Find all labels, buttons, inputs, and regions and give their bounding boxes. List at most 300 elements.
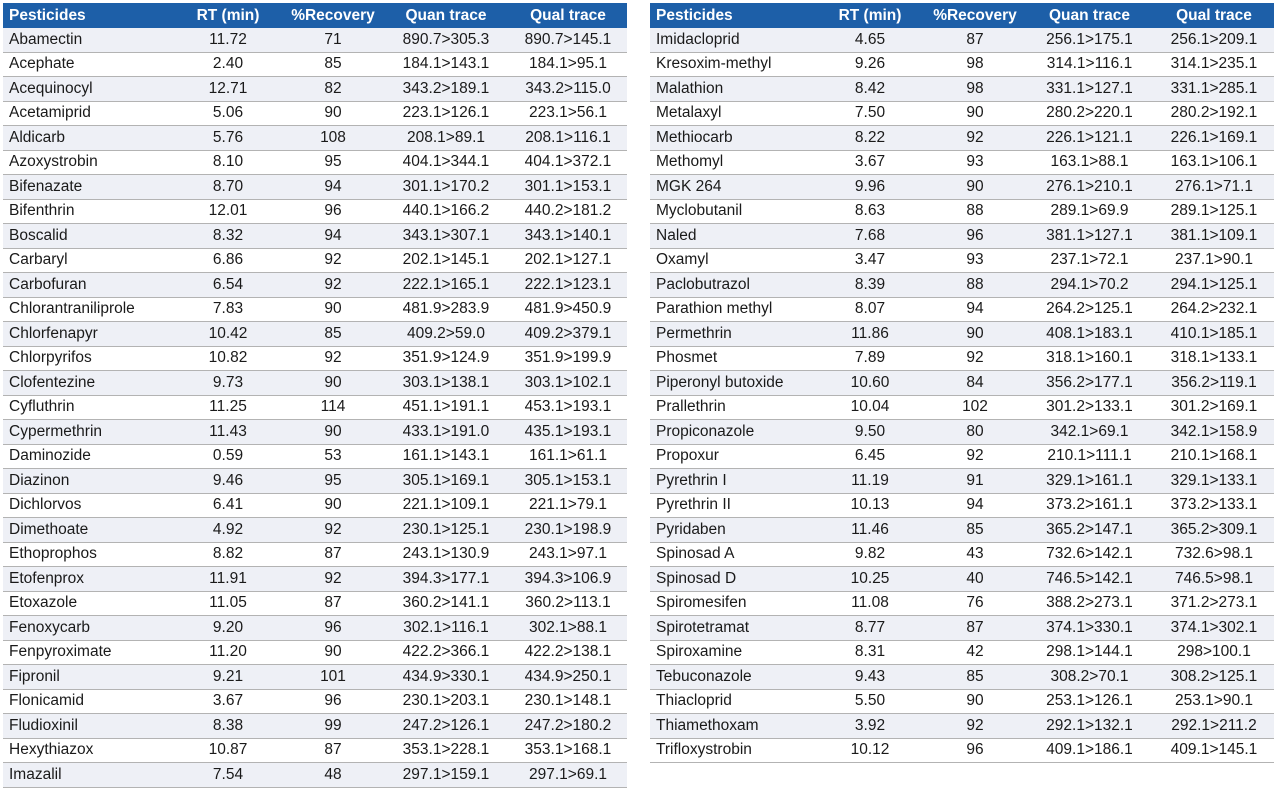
table-row bbox=[650, 420, 1274, 445]
table-row bbox=[650, 542, 1274, 567]
cell-pesticide: Spirotetramat bbox=[650, 616, 815, 641]
table-row bbox=[650, 77, 1274, 102]
pesticides-table-left bbox=[3, 3, 627, 788]
cell-quan-trace: 163.1>88.1 bbox=[1025, 150, 1154, 175]
cell-rt: 6.41 bbox=[173, 493, 283, 518]
table-row bbox=[3, 150, 627, 175]
cell-recovery: 90 bbox=[925, 689, 1025, 714]
cell-recovery: 40 bbox=[925, 567, 1025, 592]
cell-recovery: 88 bbox=[925, 199, 1025, 224]
table-row bbox=[3, 714, 627, 739]
cell-pesticide: Carbaryl bbox=[3, 248, 173, 273]
cell-quan-trace: 381.1>127.1 bbox=[1025, 224, 1154, 249]
table-row bbox=[3, 567, 627, 592]
cell-rt: 11.08 bbox=[815, 591, 925, 616]
table-row bbox=[650, 591, 1274, 616]
table-row bbox=[650, 150, 1274, 175]
cell-rt: 8.82 bbox=[173, 542, 283, 567]
cell-recovery: 93 bbox=[925, 248, 1025, 273]
cell-recovery: 108 bbox=[283, 126, 383, 151]
table-row bbox=[650, 175, 1274, 200]
cell-quan-trace: 356.2>177.1 bbox=[1025, 371, 1154, 396]
cell-rt: 5.06 bbox=[173, 101, 283, 126]
cell-recovery: 98 bbox=[925, 77, 1025, 102]
cell-rt: 9.46 bbox=[173, 469, 283, 494]
header-quan-trace: Quan trace bbox=[1025, 3, 1154, 28]
cell-quan-trace: 374.1>330.1 bbox=[1025, 616, 1154, 641]
cell-recovery: 71 bbox=[283, 28, 383, 52]
cell-quan-trace: 343.1>307.1 bbox=[383, 224, 509, 249]
cell-qual-trace: 373.2>133.1 bbox=[1154, 493, 1274, 518]
cell-quan-trace: 301.2>133.1 bbox=[1025, 395, 1154, 420]
cell-rt: 9.43 bbox=[815, 665, 925, 690]
cell-recovery: 87 bbox=[283, 591, 383, 616]
cell-qual-trace: 342.1>158.9 bbox=[1154, 420, 1274, 445]
cell-quan-trace: 289.1>69.9 bbox=[1025, 199, 1154, 224]
cell-pesticide: Fenpyroximate bbox=[3, 640, 173, 665]
cell-quan-trace: 294.1>70.2 bbox=[1025, 273, 1154, 298]
cell-recovery: 90 bbox=[283, 297, 383, 322]
table-row bbox=[3, 322, 627, 347]
cell-pesticide: Kresoxim-methyl bbox=[650, 52, 815, 77]
table-row bbox=[3, 248, 627, 273]
cell-recovery: 87 bbox=[283, 738, 383, 763]
cell-qual-trace: 394.3>106.9 bbox=[509, 567, 627, 592]
table-row bbox=[3, 640, 627, 665]
table-row bbox=[650, 28, 1274, 52]
cell-qual-trace: 356.2>119.1 bbox=[1154, 371, 1274, 396]
table-row bbox=[3, 518, 627, 543]
table-body bbox=[650, 28, 1274, 763]
cell-rt: 4.92 bbox=[173, 518, 283, 543]
header-quan-trace: Quan trace bbox=[383, 3, 509, 28]
cell-qual-trace: 292.1>211.2 bbox=[1154, 714, 1274, 739]
cell-pesticide: Tebuconazole bbox=[650, 665, 815, 690]
table-row bbox=[3, 493, 627, 518]
cell-recovery: 90 bbox=[925, 175, 1025, 200]
table-row bbox=[650, 616, 1274, 641]
cell-pesticide: Phosmet bbox=[650, 346, 815, 371]
cell-recovery: 92 bbox=[283, 567, 383, 592]
cell-recovery: 85 bbox=[283, 322, 383, 347]
cell-recovery: 92 bbox=[925, 126, 1025, 151]
cell-qual-trace: 301.1>153.1 bbox=[509, 175, 627, 200]
cell-recovery: 92 bbox=[283, 248, 383, 273]
cell-rt: 8.63 bbox=[815, 199, 925, 224]
cell-qual-trace: 253.1>90.1 bbox=[1154, 689, 1274, 714]
cell-pesticide: Etoxazole bbox=[3, 591, 173, 616]
cell-qual-trace: 237.1>90.1 bbox=[1154, 248, 1274, 273]
cell-pesticide: Metalaxyl bbox=[650, 101, 815, 126]
cell-pesticide: Trifloxystrobin bbox=[650, 738, 815, 763]
cell-quan-trace: 221.1>109.1 bbox=[383, 493, 509, 518]
cell-recovery: 87 bbox=[925, 28, 1025, 52]
cell-quan-trace: 302.1>116.1 bbox=[383, 616, 509, 641]
cell-qual-trace: 163.1>106.1 bbox=[1154, 150, 1274, 175]
cell-recovery: 92 bbox=[283, 273, 383, 298]
cell-pesticide: Piperonyl butoxide bbox=[650, 371, 815, 396]
table-row bbox=[650, 101, 1274, 126]
cell-qual-trace: 314.1>235.1 bbox=[1154, 52, 1274, 77]
cell-qual-trace: 440.2>181.2 bbox=[509, 199, 627, 224]
cell-pesticide: Dimethoate bbox=[3, 518, 173, 543]
cell-quan-trace: 360.2>141.1 bbox=[383, 591, 509, 616]
cell-recovery: 102 bbox=[925, 395, 1025, 420]
table-row bbox=[3, 346, 627, 371]
cell-rt: 7.50 bbox=[815, 101, 925, 126]
cell-recovery: 90 bbox=[283, 420, 383, 445]
cell-quan-trace: 365.2>147.1 bbox=[1025, 518, 1154, 543]
cell-rt: 0.59 bbox=[173, 444, 283, 469]
cell-qual-trace: 746.5>98.1 bbox=[1154, 567, 1274, 592]
cell-rt: 9.21 bbox=[173, 665, 283, 690]
cell-quan-trace: 253.1>126.1 bbox=[1025, 689, 1154, 714]
cell-pesticide: Fenoxycarb bbox=[3, 616, 173, 641]
cell-quan-trace: 247.2>126.1 bbox=[383, 714, 509, 739]
cell-rt: 5.76 bbox=[173, 126, 283, 151]
cell-qual-trace: 453.1>193.1 bbox=[509, 395, 627, 420]
cell-pesticide: Thiacloprid bbox=[650, 689, 815, 714]
cell-recovery: 92 bbox=[925, 346, 1025, 371]
cell-rt: 3.47 bbox=[815, 248, 925, 273]
cell-rt: 11.25 bbox=[173, 395, 283, 420]
cell-recovery: 42 bbox=[925, 640, 1025, 665]
cell-quan-trace: 208.1>89.1 bbox=[383, 126, 509, 151]
cell-rt: 8.31 bbox=[815, 640, 925, 665]
cell-pesticide: Etofenprox bbox=[3, 567, 173, 592]
cell-pesticide: Acephate bbox=[3, 52, 173, 77]
cell-qual-trace: 210.1>168.1 bbox=[1154, 444, 1274, 469]
cell-recovery: 94 bbox=[925, 297, 1025, 322]
table-row bbox=[3, 77, 627, 102]
cell-quan-trace: 732.6>142.1 bbox=[1025, 542, 1154, 567]
cell-pesticide: Aldicarb bbox=[3, 126, 173, 151]
cell-pesticide: Imazalil bbox=[3, 763, 173, 788]
table-row bbox=[3, 101, 627, 126]
cell-pesticide: Prallethrin bbox=[650, 395, 815, 420]
cell-pesticide: Pyrethrin II bbox=[650, 493, 815, 518]
cell-rt: 8.38 bbox=[173, 714, 283, 739]
table-row bbox=[3, 175, 627, 200]
cell-rt: 11.05 bbox=[173, 591, 283, 616]
cell-rt: 10.13 bbox=[815, 493, 925, 518]
cell-qual-trace: 221.1>79.1 bbox=[509, 493, 627, 518]
cell-recovery: 90 bbox=[283, 640, 383, 665]
cell-recovery: 85 bbox=[925, 518, 1025, 543]
cell-rt: 8.42 bbox=[815, 77, 925, 102]
cell-rt: 5.50 bbox=[815, 689, 925, 714]
cell-pesticide: Parathion methyl bbox=[650, 297, 815, 322]
cell-qual-trace: 381.1>109.1 bbox=[1154, 224, 1274, 249]
cell-qual-trace: 318.1>133.1 bbox=[1154, 346, 1274, 371]
cell-rt: 11.72 bbox=[173, 28, 283, 52]
table-row bbox=[650, 126, 1274, 151]
cell-qual-trace: 353.1>168.1 bbox=[509, 738, 627, 763]
cell-rt: 11.86 bbox=[815, 322, 925, 347]
cell-qual-trace: 404.1>372.1 bbox=[509, 150, 627, 175]
cell-quan-trace: 451.1>191.1 bbox=[383, 395, 509, 420]
cell-rt: 10.12 bbox=[815, 738, 925, 763]
cell-pesticide: Hexythiazox bbox=[3, 738, 173, 763]
header-rt: RT (min) bbox=[815, 3, 925, 28]
cell-pesticide: Chlorfenapyr bbox=[3, 322, 173, 347]
table-row bbox=[650, 371, 1274, 396]
cell-pesticide: Propiconazole bbox=[650, 420, 815, 445]
table-row bbox=[3, 469, 627, 494]
cell-recovery: 92 bbox=[283, 346, 383, 371]
cell-rt: 7.68 bbox=[815, 224, 925, 249]
cell-pesticide: Abamectin bbox=[3, 28, 173, 52]
table-row bbox=[650, 248, 1274, 273]
cell-quan-trace: 305.1>169.1 bbox=[383, 469, 509, 494]
cell-quan-trace: 388.2>273.1 bbox=[1025, 591, 1154, 616]
cell-quan-trace: 280.2>220.1 bbox=[1025, 101, 1154, 126]
cell-quan-trace: 301.1>170.2 bbox=[383, 175, 509, 200]
cell-recovery: 87 bbox=[925, 616, 1025, 641]
cell-recovery: 85 bbox=[283, 52, 383, 77]
cell-qual-trace: 434.9>250.1 bbox=[509, 665, 627, 690]
cell-rt: 7.83 bbox=[173, 297, 283, 322]
cell-recovery: 96 bbox=[925, 738, 1025, 763]
cell-quan-trace: 243.1>130.9 bbox=[383, 542, 509, 567]
cell-pesticide: MGK 264 bbox=[650, 175, 815, 200]
cell-pesticide: Imidacloprid bbox=[650, 28, 815, 52]
cell-qual-trace: 481.9>450.9 bbox=[509, 297, 627, 322]
cell-qual-trace: 365.2>309.1 bbox=[1154, 518, 1274, 543]
cell-quan-trace: 408.1>183.1 bbox=[1025, 322, 1154, 347]
cell-qual-trace: 371.2>273.1 bbox=[1154, 591, 1274, 616]
cell-pesticide: Bifenazate bbox=[3, 175, 173, 200]
cell-rt: 11.91 bbox=[173, 567, 283, 592]
cell-rt: 3.67 bbox=[815, 150, 925, 175]
header-recovery: %Recovery bbox=[925, 3, 1025, 28]
cell-pesticide: Propoxur bbox=[650, 444, 815, 469]
cell-recovery: 114 bbox=[283, 395, 383, 420]
cell-quan-trace: 314.1>116.1 bbox=[1025, 52, 1154, 77]
cell-pesticide: Myclobutanil bbox=[650, 199, 815, 224]
table-row bbox=[650, 518, 1274, 543]
table-row bbox=[3, 542, 627, 567]
table-row bbox=[650, 567, 1274, 592]
cell-recovery: 90 bbox=[925, 322, 1025, 347]
cell-rt: 12.71 bbox=[173, 77, 283, 102]
cell-quan-trace: 481.9>283.9 bbox=[383, 297, 509, 322]
cell-rt: 8.22 bbox=[815, 126, 925, 151]
cell-qual-trace: 230.1>148.1 bbox=[509, 689, 627, 714]
cell-qual-trace: 308.2>125.1 bbox=[1154, 665, 1274, 690]
cell-pesticide: Methomyl bbox=[650, 150, 815, 175]
cell-quan-trace: 373.2>161.1 bbox=[1025, 493, 1154, 518]
cell-recovery: 92 bbox=[925, 444, 1025, 469]
cell-qual-trace: 264.2>232.1 bbox=[1154, 297, 1274, 322]
cell-quan-trace: 298.1>144.1 bbox=[1025, 640, 1154, 665]
cell-rt: 10.87 bbox=[173, 738, 283, 763]
table-row bbox=[3, 52, 627, 77]
cell-pesticide: Spinosad D bbox=[650, 567, 815, 592]
cell-rt: 8.77 bbox=[815, 616, 925, 641]
cell-qual-trace: 343.1>140.1 bbox=[509, 224, 627, 249]
cell-quan-trace: 422.2>366.1 bbox=[383, 640, 509, 665]
table-row bbox=[650, 52, 1274, 77]
cell-qual-trace: 298>100.1 bbox=[1154, 640, 1274, 665]
header-recovery: %Recovery bbox=[283, 3, 383, 28]
table-row bbox=[3, 371, 627, 396]
table-row bbox=[3, 273, 627, 298]
cell-quan-trace: 222.1>165.1 bbox=[383, 273, 509, 298]
cell-pesticide: Malathion bbox=[650, 77, 815, 102]
cell-pesticide: Acequinocyl bbox=[3, 77, 173, 102]
cell-pesticide: Carbofuran bbox=[3, 273, 173, 298]
cell-quan-trace: 223.1>126.1 bbox=[383, 101, 509, 126]
cell-pesticide: Pyrethrin I bbox=[650, 469, 815, 494]
cell-quan-trace: 161.1>143.1 bbox=[383, 444, 509, 469]
cell-rt: 12.01 bbox=[173, 199, 283, 224]
cell-pesticide: Chlorpyrifos bbox=[3, 346, 173, 371]
cell-quan-trace: 237.1>72.1 bbox=[1025, 248, 1154, 273]
cell-pesticide: Methiocarb bbox=[650, 126, 815, 151]
cell-recovery: 95 bbox=[283, 150, 383, 175]
cell-quan-trace: 202.1>145.1 bbox=[383, 248, 509, 273]
cell-recovery: 82 bbox=[283, 77, 383, 102]
cell-rt: 2.40 bbox=[173, 52, 283, 77]
cell-recovery: 87 bbox=[283, 542, 383, 567]
cell-recovery: 91 bbox=[925, 469, 1025, 494]
cell-qual-trace: 890.7>145.1 bbox=[509, 28, 627, 52]
cell-qual-trace: 223.1>56.1 bbox=[509, 101, 627, 126]
cell-quan-trace: 230.1>203.1 bbox=[383, 689, 509, 714]
table-body bbox=[3, 28, 627, 787]
cell-recovery: 92 bbox=[925, 714, 1025, 739]
header-pesticides: Pesticides bbox=[3, 3, 173, 28]
cell-rt: 9.73 bbox=[173, 371, 283, 396]
table-row bbox=[650, 297, 1274, 322]
cell-rt: 11.43 bbox=[173, 420, 283, 445]
table-row bbox=[3, 224, 627, 249]
table-row bbox=[650, 665, 1274, 690]
cell-recovery: 43 bbox=[925, 542, 1025, 567]
cell-qual-trace: 289.1>125.1 bbox=[1154, 199, 1274, 224]
cell-pesticide: Naled bbox=[650, 224, 815, 249]
header-pesticides: Pesticides bbox=[650, 3, 815, 28]
cell-recovery: 92 bbox=[283, 518, 383, 543]
cell-quan-trace: 353.1>228.1 bbox=[383, 738, 509, 763]
cell-recovery: 96 bbox=[283, 199, 383, 224]
cell-quan-trace: 331.1>127.1 bbox=[1025, 77, 1154, 102]
cell-rt: 7.54 bbox=[173, 763, 283, 788]
cell-quan-trace: 890.7>305.3 bbox=[383, 28, 509, 52]
cell-pesticide: Diazinon bbox=[3, 469, 173, 494]
cell-pesticide: Ethoprophos bbox=[3, 542, 173, 567]
cell-pesticide: Daminozide bbox=[3, 444, 173, 469]
cell-qual-trace: 303.1>102.1 bbox=[509, 371, 627, 396]
cell-qual-trace: 410.1>185.1 bbox=[1154, 322, 1274, 347]
cell-quan-trace: 343.2>189.1 bbox=[383, 77, 509, 102]
cell-pesticide: Azoxystrobin bbox=[3, 150, 173, 175]
cell-recovery: 96 bbox=[283, 689, 383, 714]
cell-quan-trace: 342.1>69.1 bbox=[1025, 420, 1154, 445]
cell-rt: 11.19 bbox=[815, 469, 925, 494]
cell-qual-trace: 184.1>95.1 bbox=[509, 52, 627, 77]
cell-rt: 7.89 bbox=[815, 346, 925, 371]
cell-qual-trace: 351.9>199.9 bbox=[509, 346, 627, 371]
table-row bbox=[650, 322, 1274, 347]
table-row bbox=[3, 395, 627, 420]
cell-quan-trace: 308.2>70.1 bbox=[1025, 665, 1154, 690]
cell-recovery: 90 bbox=[283, 371, 383, 396]
table-row bbox=[3, 297, 627, 322]
table-row bbox=[3, 689, 627, 714]
cell-rt: 9.26 bbox=[815, 52, 925, 77]
cell-qual-trace: 226.1>169.1 bbox=[1154, 126, 1274, 151]
cell-pesticide: Fludioxinil bbox=[3, 714, 173, 739]
cell-qual-trace: 161.1>61.1 bbox=[509, 444, 627, 469]
cell-rt: 10.25 bbox=[815, 567, 925, 592]
table-row bbox=[3, 763, 627, 788]
cell-pesticide: Clofentezine bbox=[3, 371, 173, 396]
cell-recovery: 101 bbox=[283, 665, 383, 690]
cell-rt: 8.70 bbox=[173, 175, 283, 200]
cell-qual-trace: 208.1>116.1 bbox=[509, 126, 627, 151]
cell-qual-trace: 360.2>113.1 bbox=[509, 591, 627, 616]
table-row bbox=[3, 126, 627, 151]
cell-quan-trace: 440.1>166.2 bbox=[383, 199, 509, 224]
cell-rt: 10.82 bbox=[173, 346, 283, 371]
cell-recovery: 98 bbox=[925, 52, 1025, 77]
cell-qual-trace: 301.2>169.1 bbox=[1154, 395, 1274, 420]
cell-rt: 8.39 bbox=[815, 273, 925, 298]
cell-qual-trace: 409.2>379.1 bbox=[509, 322, 627, 347]
cell-qual-trace: 302.1>88.1 bbox=[509, 616, 627, 641]
cell-recovery: 96 bbox=[283, 616, 383, 641]
cell-pesticide: Spiroxamine bbox=[650, 640, 815, 665]
table-row bbox=[3, 591, 627, 616]
cell-rt: 9.82 bbox=[815, 542, 925, 567]
cell-qual-trace: 422.2>138.1 bbox=[509, 640, 627, 665]
table-row bbox=[3, 665, 627, 690]
cell-pesticide: Pyridaben bbox=[650, 518, 815, 543]
cell-qual-trace: 247.2>180.2 bbox=[509, 714, 627, 739]
cell-recovery: 94 bbox=[283, 224, 383, 249]
table-row bbox=[3, 199, 627, 224]
cell-pesticide: Chlorantraniliprole bbox=[3, 297, 173, 322]
cell-rt: 3.92 bbox=[815, 714, 925, 739]
cell-pesticide: Fipronil bbox=[3, 665, 173, 690]
table-row bbox=[3, 28, 627, 52]
table-row bbox=[650, 469, 1274, 494]
cell-qual-trace: 343.2>115.0 bbox=[509, 77, 627, 102]
table-row bbox=[650, 640, 1274, 665]
cell-quan-trace: 434.9>330.1 bbox=[383, 665, 509, 690]
table-row bbox=[650, 346, 1274, 371]
table-row bbox=[650, 444, 1274, 469]
cell-pesticide: Boscalid bbox=[3, 224, 173, 249]
cell-recovery: 96 bbox=[925, 224, 1025, 249]
cell-rt: 8.10 bbox=[173, 150, 283, 175]
cell-quan-trace: 404.1>344.1 bbox=[383, 150, 509, 175]
table-header-row bbox=[650, 3, 1274, 28]
cell-rt: 8.32 bbox=[173, 224, 283, 249]
cell-pesticide: Spiromesifen bbox=[650, 591, 815, 616]
cell-recovery: 53 bbox=[283, 444, 383, 469]
cell-quan-trace: 292.1>132.1 bbox=[1025, 714, 1154, 739]
cell-quan-trace: 409.1>186.1 bbox=[1025, 738, 1154, 763]
cell-rt: 8.07 bbox=[815, 297, 925, 322]
table-row bbox=[3, 738, 627, 763]
table-row bbox=[650, 689, 1274, 714]
table-row bbox=[650, 224, 1274, 249]
cell-quan-trace: 433.1>191.0 bbox=[383, 420, 509, 445]
cell-quan-trace: 303.1>138.1 bbox=[383, 371, 509, 396]
